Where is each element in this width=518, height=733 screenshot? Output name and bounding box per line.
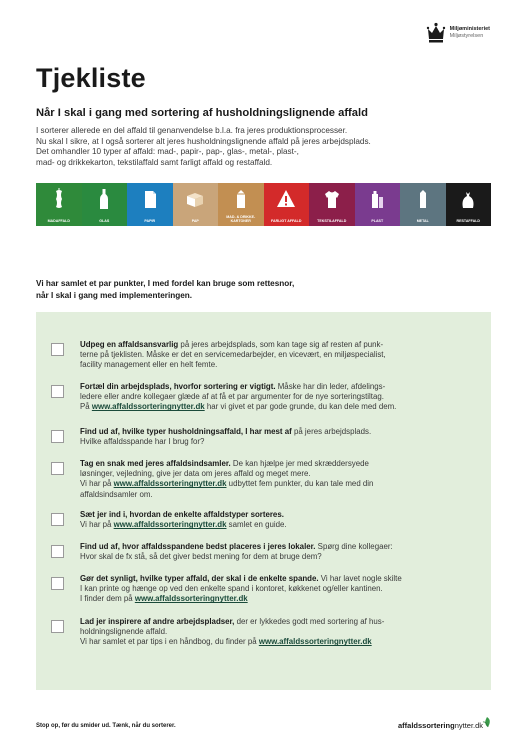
item-heading: Lad jer inspirere af andre arbejdspladser, [80,617,235,626]
website-link[interactable]: www.affaldssorteringnytter.dk [134,594,248,604]
category-label: GLAS [99,219,110,223]
category-label: PAP [191,219,199,223]
ministry-name: Miljøministeriet [449,26,490,32]
category-plast [355,183,401,226]
cardboard-box-icon [185,188,205,210]
item-text: Måske har din leder, afdelings- [275,382,386,391]
category-farligt-affald [264,183,310,226]
category-label-line: MAD- & DRIKKE- KARTONER [226,215,256,223]
intro-line: Nu skal I sikre, at I også sorterer alt jeres husholdningslignende affald på jeres arbejdsplads. [36,136,371,146]
intro-text [36,126,486,168]
website-link[interactable]: www.affaldssorteringnytter.dk [113,479,227,489]
checkbox[interactable] [51,545,64,558]
checkbox[interactable] [51,343,64,356]
category-label: PLAST [371,219,384,223]
checkbox[interactable] [51,577,64,590]
item-text: udbyttet fem punkter, du kan tale med din [226,479,374,489]
item-text: facility management eller en helt femte. [80,360,218,370]
item-text: Spørg dine kollegaer: [315,542,393,551]
category-label: RESTAFFALD [456,219,480,223]
crown-icon [426,22,446,44]
item-heading: Gør det synligt, hvilke typer affald, der skal i de enkelte spande. [80,574,319,583]
category-metal [400,183,446,226]
category-label [218,215,264,223]
item-heading: Find ud af, hvor affaldsspandene bedst placeres i jeres lokaler. [80,542,316,551]
checkbox[interactable] [51,620,64,633]
item-text: I kan printe og hænge op ved den enkelte spand i kontoret, køkkenet og/eller kantinen. [80,584,383,594]
leaf-icon [482,716,492,728]
footer-website[interactable] [398,721,483,730]
item-text: Vi har på [80,520,114,530]
item-text: holdningslignende affald. [80,627,168,637]
lead-text [36,278,294,301]
category-label: MADAFFALD [47,219,70,223]
category-kartoner [218,183,264,226]
category-label: PAPIR [144,219,156,223]
lead-line: når I skal i gang med implementeringen. [36,290,193,300]
ministry-logo [426,22,490,44]
intro-line: Det omhandler 10 typer af affald: mad-, papir-, pap-, glas-, metal-, plast-, [36,147,299,157]
footer-slogan: Stop op, før du smider ud. Tænk, når du sorterer. [36,723,176,729]
warning-icon [276,188,296,210]
trash-bag-icon [458,188,478,210]
category-pap [173,183,219,226]
item-heading: Sæt jer ind i, hvordan de enkelte affaldstyper sorteres. [80,510,284,519]
website-link[interactable]: www.affaldssorteringnytter.dk [258,637,372,647]
category-label: METAL [416,219,429,223]
item-text: På [80,402,92,412]
website-link[interactable]: www.affaldssorteringnytter.dk [91,402,205,412]
category-tekstilaffald [309,183,355,226]
item-text: løsninger, vejledning, give jer data om jeres affald og meget mere. [80,469,311,479]
page-subtitle: Når I skal i gang med sortering af husholdningslignende affald [36,107,368,119]
category-label: TEKSTILAFFALD [317,219,347,223]
item-heading: Udpeg en affaldsansvarlig [80,340,179,349]
item-text: Vi har på [80,479,114,489]
footer-site-rest: nytter.dk [454,721,484,730]
carton-icon [231,188,251,210]
agency-name: Miljøstyrelsen [449,33,484,39]
item-text: der er lykkedes godt med sortering af hus- [234,617,385,626]
plastic-bottle-icon [367,188,387,210]
checkbox[interactable] [51,462,64,475]
item-text: ledere eller andre kollegaer glæde af at få et par argumenter for de nye sorteringstiltag. [80,392,384,402]
category-papir [127,183,173,226]
item-text: Hvor skal de fx stå, så det giver bedst mening for dem at bruge dem? [80,552,322,562]
checkbox[interactable] [51,513,64,526]
item-text: har vi givet et par gode grunde, du kan dele med dem. [204,402,397,412]
bottle-icon [94,188,114,210]
item-text: på jeres arbejdsplads. [291,427,372,436]
tshirt-icon [322,188,342,210]
can-icon [413,188,433,210]
lead-line: Vi har samlet et par punkter, I med fordel kan bruge som rettesnor, [36,279,295,288]
checklist-panel [36,312,491,690]
website-link[interactable]: www.affaldssorteringnytter.dk [113,520,227,530]
apple-core-icon [49,188,69,210]
waste-category-bar [36,183,491,226]
category-label: FARLIGT AFFALD [271,219,302,223]
item-text: De kan hjælpe jer med skræddersyede [230,459,369,468]
paper-icon [140,188,160,210]
item-text: Vi har samlet et par tips i en håndbog, du finder på [80,637,259,647]
intro-line: mad- og drikkekarton, tekstilaffald samt farligt affald og restaffald. [36,157,273,167]
checkbox[interactable] [51,430,64,443]
item-text: på jeres arbejdsplads, som kan tage sig af resten af punk- [178,340,384,349]
checkbox[interactable] [51,385,64,398]
category-madaffald [36,183,82,226]
item-heading: Fortæl din arbejdsplads, hvorfor sortering er vigtigt. [80,382,276,391]
item-heading: Find ud af, hvilke typer husholdningsaffald, I har mest af [80,427,292,436]
category-restaffald [446,183,492,226]
item-text: Hvilke affaldsspande har I brug for? [80,437,205,447]
footer-site-bold: affaldssortering [398,721,455,730]
item-text: I finder dem på [80,594,135,604]
item-text: affaldsindsamler om. [80,489,153,499]
item-text: samlet en guide. [226,520,287,530]
item-heading: Tag en snak med jeres affaldsindsamler. [80,459,231,468]
intro-line: I sorterer allerede en del affald til genanvendelse b.l.a. fra jeres produktionsprocesser. [36,126,348,135]
category-glas [82,183,128,226]
item-text: terne på tjeklisten. Måske er det en servicemedarbejder, en vicevært, en miljøspecialist, [80,350,386,360]
page-title: Tjekliste [36,63,146,93]
item-text: Vi har lavet nogle skilte [318,574,402,583]
